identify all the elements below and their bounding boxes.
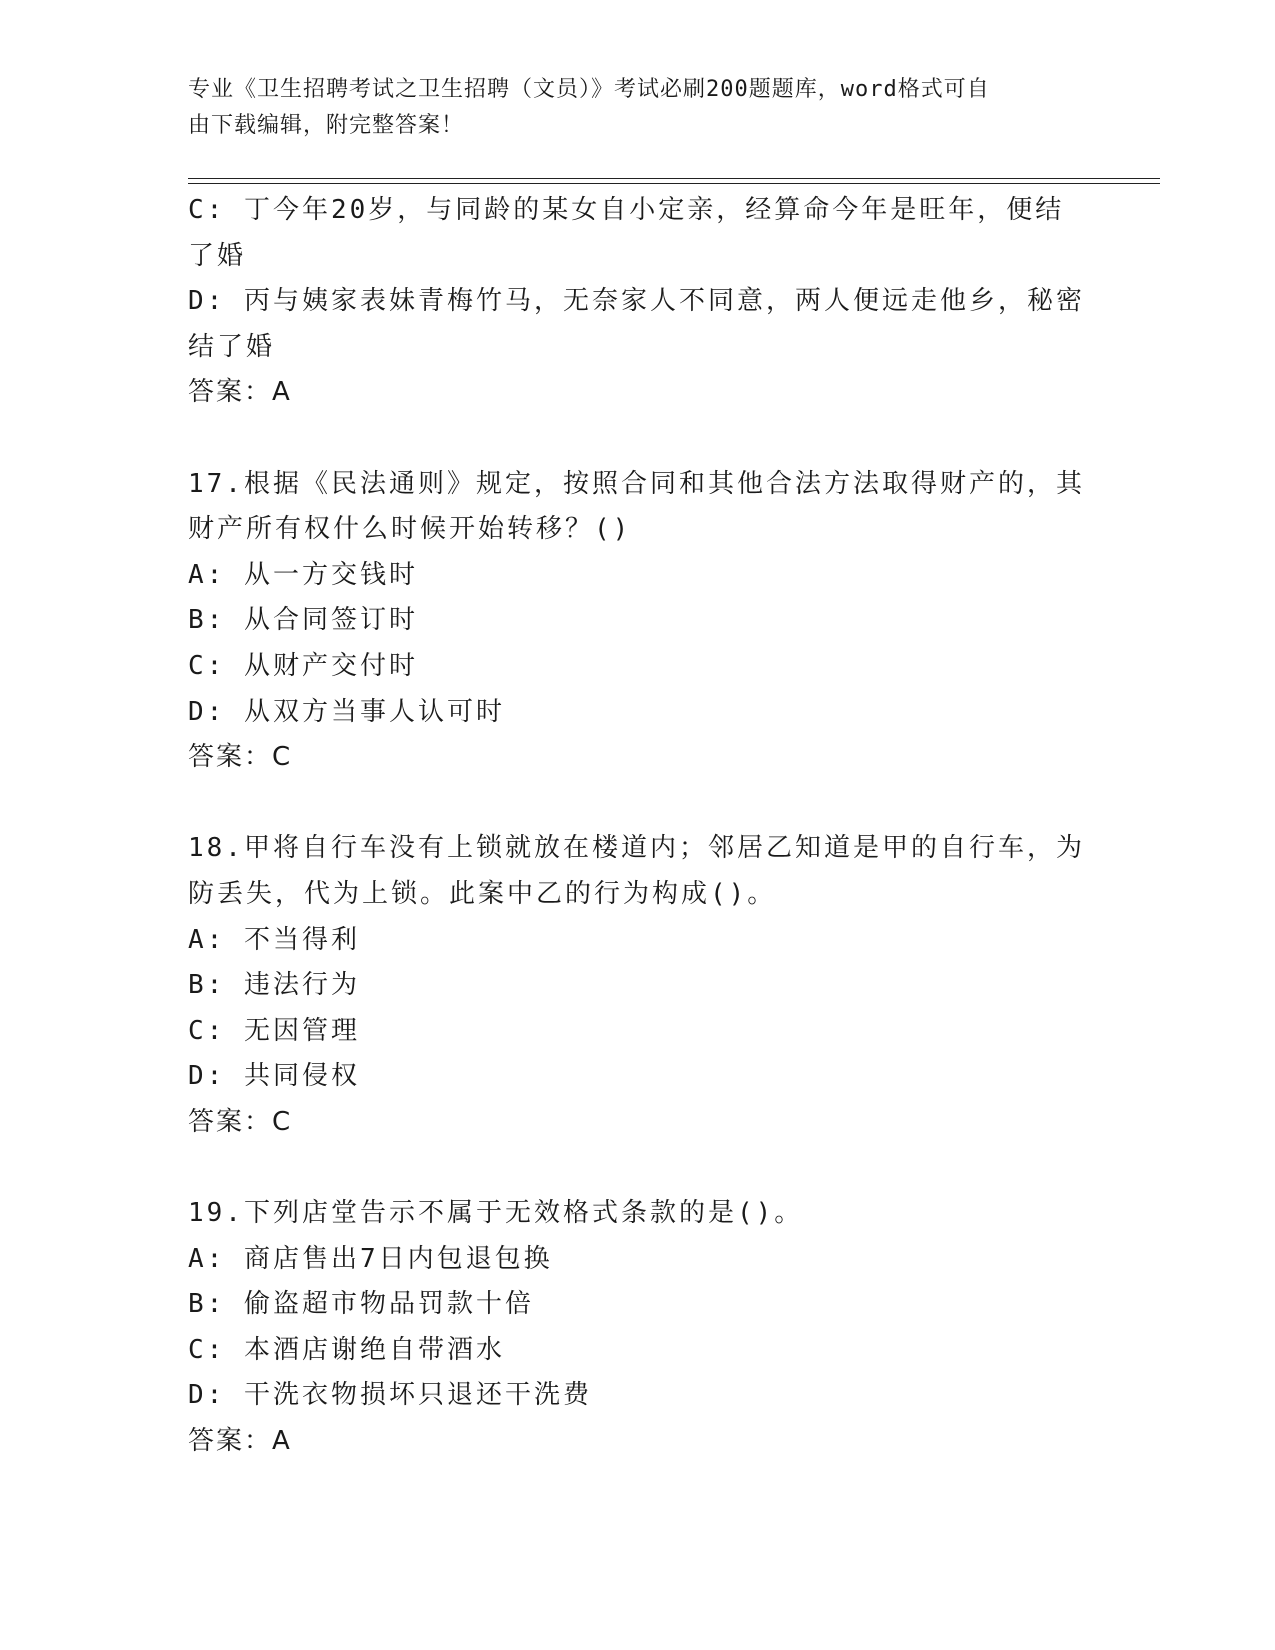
q19-option-b: B: 偷盗超市物品罚款十倍 [188, 1289, 534, 1320]
q18-option-b: B: 违法行为 [188, 970, 360, 1001]
q19-answer: 答案：A [188, 1426, 292, 1457]
question-18 [188, 826, 1088, 1145]
q16-option-c-line2: 了婚 [188, 240, 247, 271]
q16-option-d-line2: 结了婚 [188, 331, 276, 362]
q16-answer: 答案：A [188, 377, 292, 408]
page-header [188, 72, 1068, 144]
document-body [188, 188, 1088, 1465]
q17-option-d: D: 从双方当事人认可时 [188, 696, 505, 727]
q19-option-d: D: 干洗衣物损坏只退还干洗费 [188, 1380, 592, 1411]
q19-option-c: C: 本酒店谢绝自带酒水 [188, 1334, 505, 1365]
q19-option-a: A: 商店售出7日内包退包换 [188, 1243, 553, 1274]
q18-stem-line2: 防丢失，代为上锁。此案中乙的行为构成()。 [188, 878, 777, 909]
header-line-2: 由下载编辑，附完整答案！ [188, 113, 465, 138]
q16-option-c-line1: C: 丁今年20岁，与同龄的某女自小定亲，经算命今年是旺年，便结 [188, 195, 1065, 225]
q18-option-d: D: 共同侵权 [188, 1061, 360, 1092]
q18-stem-line1: 18.甲将自行车没有上锁就放在楼道内；邻居乙知道是甲的自行车，为 [188, 833, 1085, 864]
q17-option-c: C: 从财产交付时 [188, 650, 418, 681]
q18-option-a: A: 不当得利 [188, 924, 360, 955]
question-16-tail [188, 188, 1088, 416]
q17-answer: 答案：C [188, 742, 293, 773]
q17-option-a: A: 从一方交钱时 [188, 559, 418, 590]
q18-option-c: C: 无因管理 [188, 1015, 360, 1046]
question-19 [188, 1191, 1088, 1465]
q17-option-b: B: 从合同签订时 [188, 605, 418, 636]
question-17 [188, 462, 1088, 781]
header-double-rule [188, 178, 1160, 184]
spacer [188, 781, 1088, 827]
q19-stem-line1: 19.下列店堂告示不属于无效格式条款的是()。 [188, 1198, 804, 1229]
q16-option-d-line1: D: 丙与姨家表妹青梅竹马，无奈家人不同意，两人便远走他乡，秘密 [188, 286, 1085, 317]
q17-stem-line1: 17.根据《民法通则》规定，按照合同和其他合法方法取得财产的，其 [188, 468, 1085, 499]
q17-stem-line2: 财产所有权什么时候开始转移？() [188, 514, 632, 545]
q18-answer: 答案：C [188, 1106, 293, 1137]
spacer [188, 1145, 1088, 1191]
header-line-1: 专业《卫生招聘考试之卫生招聘（文员）》考试必刷200题题库，word格式可自 [188, 77, 990, 102]
spacer [188, 416, 1088, 462]
